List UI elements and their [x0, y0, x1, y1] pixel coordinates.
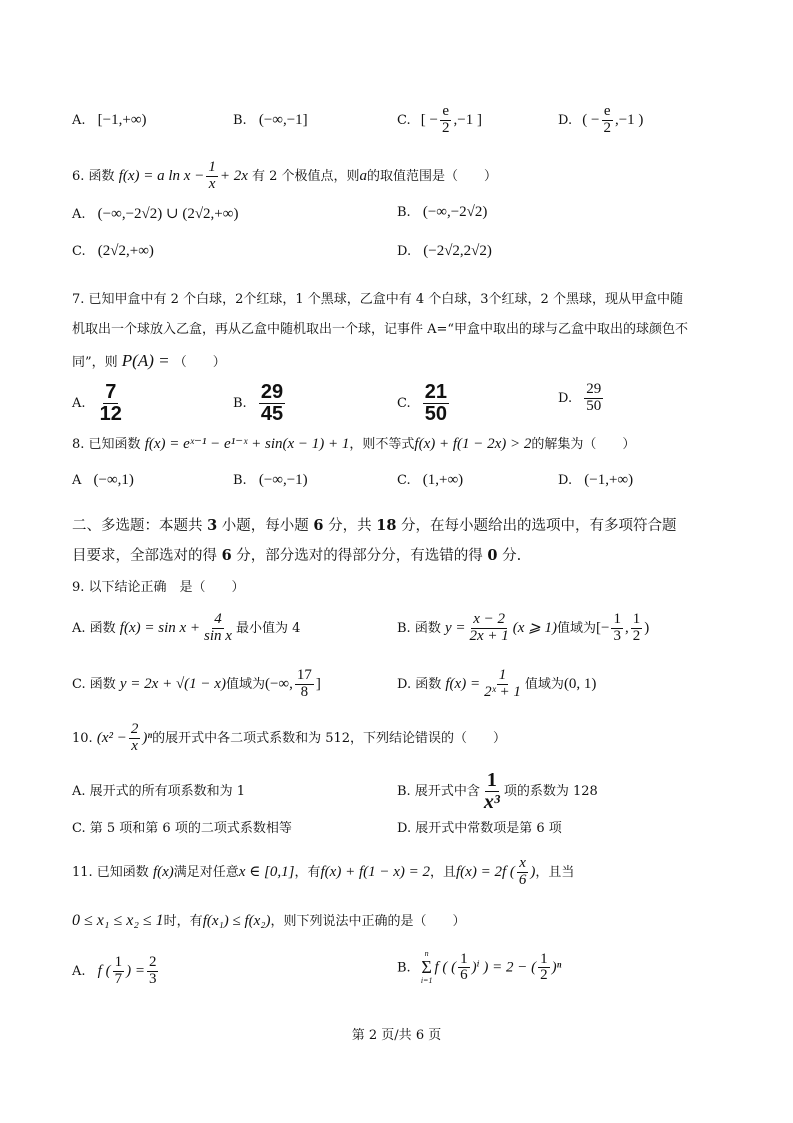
order-condition: 0 ≤ x₁ ≤ x₂ ≤ 1 [72, 912, 164, 929]
option-label: A. 函数 [72, 620, 116, 636]
function-expression-tail: ) = [126, 962, 145, 979]
sum-upper-bound: n [424, 949, 429, 958]
function-expression-tail: + 2x [219, 167, 248, 184]
q11-option-b [397, 950, 561, 986]
option-value: (−∞,1) [93, 472, 134, 488]
condition-expression-tail: ) [530, 863, 536, 880]
numerator: e [442, 103, 450, 119]
fraction [458, 952, 470, 985]
q6-option-b [397, 204, 487, 221]
option-text: 值域为 [524, 676, 564, 692]
inequality-expression: f(x) + f(1 − 2x) > 2 [414, 436, 532, 452]
heading-text: 目要求，全部选对的得 [72, 548, 222, 564]
function-expression-middle: )ⁱ ) = 2 − ( [471, 959, 537, 976]
page-footer: 第 2 页/共 6 页 [351, 1028, 442, 1043]
function-expression: f ( ( [434, 959, 457, 976]
sum-symbol: Σ [421, 957, 432, 978]
fraction [295, 668, 314, 701]
option-label: A [72, 473, 82, 488]
denominator: x [208, 175, 216, 192]
option-text: 值域为 [225, 676, 265, 692]
option-text: B. 展开式中含 [397, 784, 480, 799]
heading-number: 6 [221, 547, 232, 564]
denominator: 7 [114, 970, 123, 987]
fraction [423, 382, 449, 425]
option-label: C. [397, 112, 411, 128]
stem-text: （ ） [173, 355, 226, 370]
stem-text: ，且 [430, 864, 457, 880]
numerator: 7 [105, 381, 117, 403]
q10-option-b [397, 770, 598, 813]
option-label: D. [397, 244, 412, 259]
option-label: D. 函数 [397, 676, 442, 692]
option-label: B. [233, 396, 247, 411]
numerator: 1 [632, 611, 641, 627]
stem-text: 的展开式中各二项式系数和为 512，下列结论错误的（ ） [152, 730, 507, 746]
numerator: 2 [148, 954, 157, 970]
heading-text: 分，共 [323, 518, 377, 534]
denominator: 8 [300, 683, 309, 700]
q9-option-c [72, 668, 321, 701]
q7-option-c [397, 382, 451, 425]
denominator: 3 [613, 627, 621, 644]
option-label: C. [72, 244, 86, 259]
variable: a [359, 167, 368, 184]
stem-text: 满足对任意 [173, 864, 239, 880]
q7-stem-line1: 7. 已知甲盒中有 2 个白球，2个红球，1 个黑球，乙盒中有 4 个白球，3个红球，2 个黑球，现从甲盒中随 [72, 292, 683, 307]
q6-option-c [72, 243, 154, 260]
numerator: x [519, 855, 526, 871]
range-bracket: ) [644, 619, 650, 636]
option-value: (−∞,−2√2) [422, 204, 488, 220]
numerator: 29 [260, 381, 284, 403]
range-bracket: [− [596, 619, 610, 636]
q8-option-b [233, 472, 308, 489]
function-expression: f(x) = eˣ⁻¹ − e¹⁻ˣ + sin(x − 1) + 1 [144, 436, 350, 452]
stem-text: ，有 [294, 864, 321, 880]
stem-text: 10. [72, 730, 93, 746]
q5-option-a [72, 112, 147, 129]
stem-text: 8. 已知函数 [72, 437, 141, 452]
range-separator: , [624, 619, 629, 636]
range-value: (0, 1) [563, 675, 597, 692]
q9-stem: 9. 以下结论正确 是（ ） [72, 580, 245, 595]
option-label: D. [558, 112, 573, 128]
probability-expression: P(A) = [121, 351, 170, 370]
fraction [538, 952, 550, 985]
option-label: A. [72, 963, 86, 979]
option-label: D. [558, 473, 573, 488]
numerator: 29 [586, 381, 602, 397]
q9-option-a [72, 612, 300, 645]
q11-stem-line1 [72, 856, 574, 889]
option-label: B. [397, 205, 411, 220]
q11-stem-line2 [72, 910, 466, 930]
option-label: B. [233, 113, 247, 128]
q8-stem [72, 433, 635, 453]
denominator: 45 [260, 403, 284, 425]
denominator: 2 [441, 119, 450, 136]
option-value: (−∞,−1) [258, 472, 308, 488]
option-label: A. [72, 396, 86, 411]
numerator: 1 [460, 950, 468, 967]
numerator: 1 [540, 950, 548, 967]
denominator: x³ [483, 791, 500, 813]
q10-stem [72, 722, 506, 755]
heading-number: 0 [487, 547, 498, 564]
option-label: C. [397, 473, 411, 488]
q10-option-a: A. 展开式的所有项系数和为 1 [72, 784, 246, 799]
denominator: 2 [603, 119, 611, 136]
q6-stem [72, 160, 497, 193]
q5-option-c [397, 104, 482, 137]
fraction [468, 612, 511, 645]
option-label: D. [558, 390, 573, 406]
heading-text: 分，在每小题给出的选项中，有多项符合题 [396, 518, 677, 534]
denominator: 2 [632, 627, 641, 644]
function-expression: y = [444, 619, 466, 636]
fraction [440, 104, 452, 137]
stem-text: 时，有 [163, 914, 203, 929]
function-expression: f(x) = sin x + [119, 619, 201, 636]
option-value: (2√2,+∞) [97, 243, 154, 259]
numerator: x − 2 [473, 611, 506, 627]
q7-stem-line3 [72, 351, 226, 371]
fraction [202, 612, 234, 645]
fraction [259, 382, 285, 425]
denominator: 50 [586, 397, 602, 414]
numerator: 1 [114, 954, 123, 970]
section2-heading-line1 [72, 514, 677, 535]
q8-option-c [397, 472, 463, 489]
heading-number: 18 [376, 517, 397, 534]
function-expression-tail: )ⁿ [551, 959, 562, 976]
fraction [206, 160, 218, 193]
stem-text: ，则下列说法中正确的是（ ） [270, 914, 466, 929]
section2-heading-line2 [72, 544, 521, 565]
fraction [147, 955, 159, 988]
numerator: 1 [498, 667, 507, 683]
heading-text: 分，部分选对的得部分分，有选错的得 [231, 548, 488, 564]
q7-option-d [558, 382, 605, 415]
q6-option-d [397, 243, 492, 260]
q5-option-d [558, 104, 643, 137]
fraction [517, 856, 529, 889]
option-value: (−∞,−2√2) ∪ (2√2,+∞) [97, 206, 239, 222]
option-label: A. [72, 207, 86, 222]
summation [421, 950, 433, 986]
domain-condition: (x ⩾ 1) [512, 619, 557, 636]
q5-option-b [233, 112, 308, 129]
denominator: 50 [424, 403, 448, 425]
function-expression: f ( [97, 962, 111, 979]
denominator: 6 [460, 967, 468, 984]
option-value: [−1,+∞) [97, 112, 147, 128]
heading-text: 小题，每小题 [217, 518, 314, 534]
range-bracket: ] [315, 675, 321, 692]
bracket-left: [ − [420, 111, 438, 128]
denominator: 3 [148, 970, 157, 987]
fraction [98, 382, 124, 425]
stem-text: 的取值范围是（ ） [367, 168, 498, 184]
fraction [611, 612, 623, 645]
option-value: (−∞,−1] [258, 112, 308, 128]
numerator: 1 [208, 159, 216, 175]
fraction [482, 668, 523, 701]
stem-text: 有 2 个极值点，则 [252, 168, 360, 184]
option-text: 项的系数为 128 [503, 784, 598, 799]
option-value: (−2√2,2√2) [423, 243, 492, 259]
q8-option-a [72, 472, 134, 489]
stem-text: ，则不等式 [349, 437, 415, 452]
bracket-right: ,−1 ) [614, 111, 644, 128]
option-label: A. [72, 113, 86, 128]
q9-option-d [397, 668, 596, 701]
heading-text: 二、多选题：本题共 [72, 518, 208, 534]
option-value: (1,+∞) [422, 472, 464, 488]
domain-expression: x ∈ [0,1] [238, 863, 295, 880]
numerator: 4 [214, 611, 222, 627]
numerator: 21 [424, 381, 448, 403]
monotonic-condition: f(x₁) ≤ f(x₂) [202, 913, 271, 929]
option-text: 最小值为 4 [235, 620, 301, 636]
q10-option-c: C. 第 5 项和第 6 项的二项式系数相等 [72, 821, 292, 836]
numerator: e [603, 103, 611, 119]
denominator: sin x [204, 627, 232, 644]
q6-option-a [72, 204, 238, 223]
function-expression: f(x) = [445, 675, 481, 692]
fraction [601, 104, 613, 137]
sum-lower-bound: i=1 [420, 976, 433, 986]
condition-expression: f(x) = 2f ( [456, 863, 515, 880]
bracket-right: ,−1 ] [453, 111, 482, 128]
range-bracket: (−∞, [264, 675, 293, 692]
option-label: C. [397, 396, 411, 411]
bracket-left: ( − [582, 111, 600, 128]
binomial-exponent: )ⁿ [142, 729, 153, 746]
q7-stem-line2: 机取出一个球放入乙盒，再从乙盒中随机取出一个球，记事件 A=“甲盒中取出的球与乙盒中取出的球颜色不 [72, 322, 689, 337]
q9-option-b [397, 612, 649, 645]
denominator: 6 [518, 871, 527, 888]
function-expression: y = 2x + √(1 − x) [119, 675, 226, 692]
fraction [482, 770, 502, 813]
option-label: B. [397, 960, 411, 976]
numerator: 2 [130, 721, 139, 737]
fraction [113, 955, 125, 988]
stem-text: 的解集为（ ） [531, 437, 636, 452]
heading-number: 3 [207, 517, 218, 534]
fraction [584, 382, 603, 415]
q7-option-a [72, 382, 126, 425]
numerator: 1 [613, 611, 621, 627]
denominator: 12 [99, 403, 122, 425]
q11-option-a [72, 955, 160, 988]
function-expression: f(x) = a ln x − [118, 167, 205, 184]
denominator: 2ˣ + 1 [484, 683, 521, 700]
stem-text: ，且当 [535, 864, 575, 880]
stem-text: 6. 函数 [72, 168, 115, 184]
heading-text: 分. [497, 548, 522, 564]
option-value: (−1,+∞) [584, 472, 634, 488]
stem-text: 11. 已知函数 [72, 864, 149, 880]
fraction [129, 722, 141, 755]
option-label: C. 函数 [72, 676, 116, 692]
q7-option-b [233, 382, 287, 425]
option-text: 值域为 [557, 620, 597, 636]
denominator: x [131, 737, 138, 754]
condition-expression: f(x) + f(1 − x) = 2 [320, 863, 430, 880]
numerator: 17 [296, 667, 312, 683]
binomial-expression: (x² − [96, 729, 127, 746]
stem-text: 同”，则 [72, 355, 118, 370]
q10-option-d: D. 展开式中常数项是第 6 项 [397, 821, 562, 836]
heading-number: 6 [313, 517, 324, 534]
q8-option-d [558, 472, 633, 489]
numerator: 1 [486, 769, 497, 791]
function-name: f(x) [152, 863, 174, 880]
option-label: B. 函数 [397, 620, 441, 636]
denominator: 2 [540, 967, 548, 984]
option-label: B. [233, 473, 247, 488]
denominator: 2x + 1 [469, 627, 509, 644]
fraction [631, 612, 643, 645]
